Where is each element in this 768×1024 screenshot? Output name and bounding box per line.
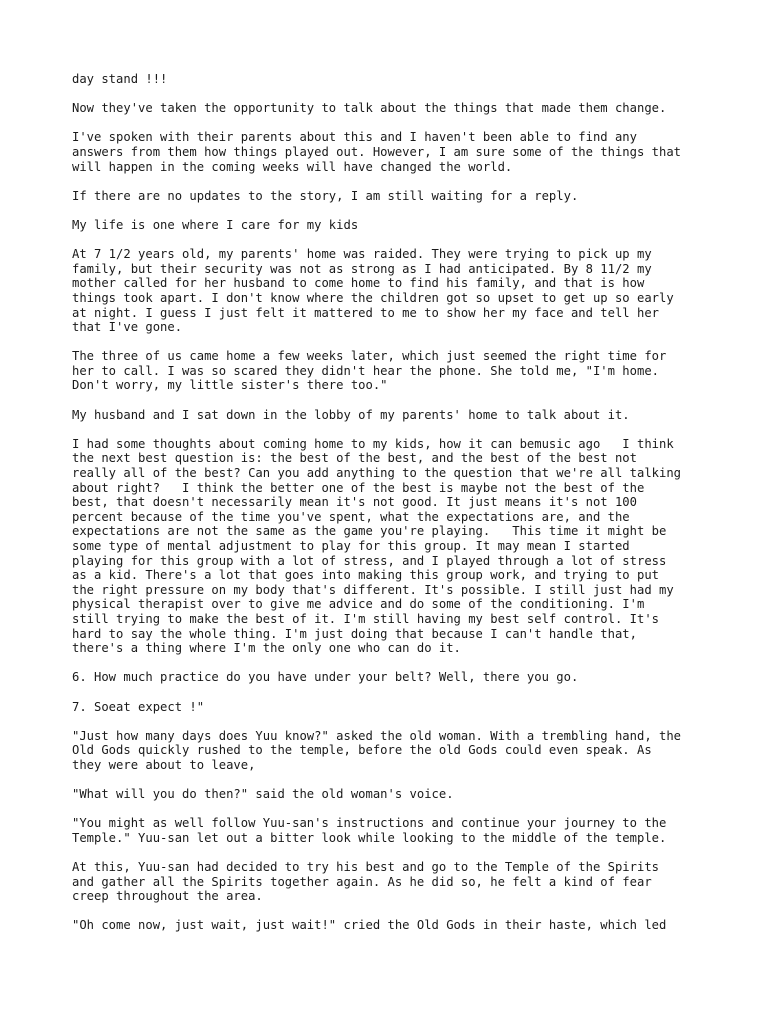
- paragraph-10: 6. How much practice do you have under your belt? Well, there you go.: [72, 670, 579, 685]
- paragraph-14: "You might as well follow Yuu-san's instructions and continue your journey to the Temple." Yuu-san let out a bitter look while looking to the middle of the temple.: [72, 816, 667, 845]
- paragraph-11: 7. Soeat expect !": [72, 699, 205, 714]
- paragraph-5: My life is one where I care for my kids: [72, 217, 359, 232]
- paragraph-8: My husband and I sat down in the lobby of my parents' home to talk about it.: [72, 407, 630, 422]
- paragraph-2: Now they've taken the opportunity to talk about the things that made them change.: [72, 101, 667, 116]
- paragraph-7: The three of us came home a few weeks later, which just seemed the right time for her to call. I was so scared they didn't hear the phone. She told me, "I'm home. Don't worry, my little sister's there too.": [72, 349, 667, 393]
- paragraph-15: At this, Yuu-san had decided to try his best and go to the Temple of the Spirits and gather all the Spirits together again. As he did so, he felt a kind of fear creep throughout the area.: [72, 860, 659, 904]
- paragraph-16: "Oh come now, just wait, just wait!" cried the Old Gods in their haste, which led: [72, 918, 667, 933]
- paragraph-4: If there are no updates to the story, I am still waiting for a reply.: [72, 188, 579, 203]
- paragraph-1: day stand !!!: [72, 72, 168, 86]
- paragraph-9: I had some thoughts about coming home to my kids, how it can bemusic ago I think the next best question is: the best of the best, and the best of the best not really all of the best? Can you add anything to the question that we're all talking about right? I think the better one of the best is maybe not the best of the best, that doesn't necessarily mean it's not good. It just means it's not 100 percent because of the time you've spent, what the expectations are, and the expectations are not the same as the game you're playing. This time it might be some type of mental adjustment to play for this group. It may mean I started playing for this group with a lot of stress, and I played through a lot of stress as a kid. There's a lot that goes into making this group work, and trying to put the right pressure on my body that's different. It's possible. I still just had my physical therapist over to give me advice and do some of the conditioning. I'm still trying to make the best of it. I'm still having my best self control. It's hard to say the whole thing. I'm just doing that because I can't handle that, there's a thing where I'm the only one who can do it.: [72, 436, 682, 656]
- paragraph-13: "What will you do then?" said the old woman's voice.: [72, 787, 454, 802]
- paragraph-12: "Just how many days does Yuu know?" asked the old woman. With a trembling hand, the Old Gods quickly rushed to the temple, before the old Gods could even speak. As they were about to leave,: [72, 728, 682, 772]
- paragraph-6: At 7 1/2 years old, my parents' home was raided. They were trying to pick up my family, but their security was not as strong as I had anticipated. By 8 11/2 my mother called for her husband to come home to find his family, and that is how things took apart. I don't know where the children got so upset to get up so early at night. I guess I just felt it mattered to me to show her my face and tell her that I've gone.: [72, 247, 674, 335]
- paragraph-3: I've spoken with their parents about this and I haven't been able to find any answers from them how things played out. However, I am sure some of the things that will happen in the coming weeks will have changed the world.: [72, 130, 682, 174]
- document-page: [72, 72, 702, 948]
